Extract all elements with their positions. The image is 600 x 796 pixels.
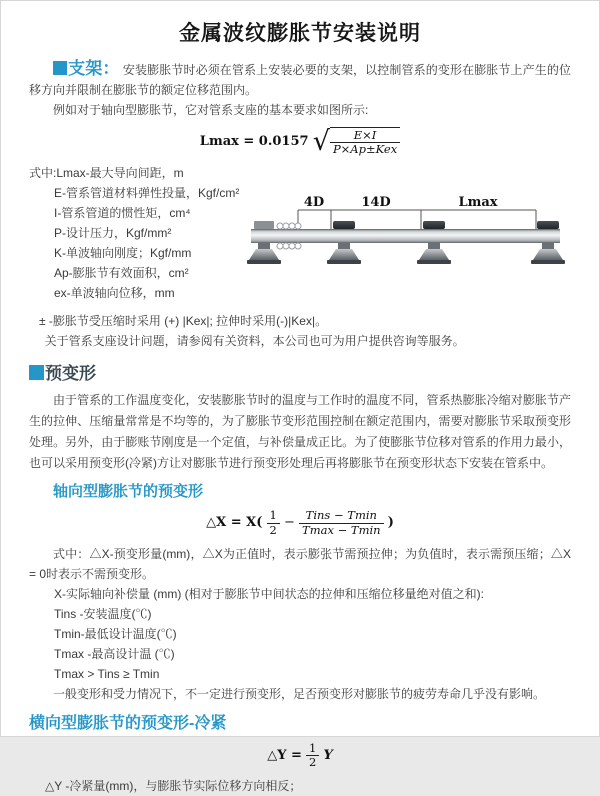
predeform-section-header — [29, 363, 571, 385]
dim-label-4d: 4D — [303, 195, 325, 211]
definition-line: E-管系管道材料弹性投量，Kgf/cm² — [54, 186, 240, 201]
definition-line: Ap-膨胀节有效面积，cm² — [54, 266, 189, 281]
minus-operator: − — [284, 515, 295, 531]
pipe-support-diagram — [244, 193, 598, 293]
lateral-note: △Y -冷紧量(mm)，与膨胀节实际位移方向相反； — [45, 779, 302, 794]
definition-line: K-单波轴向刚度；Kgf/mm — [54, 246, 192, 261]
temperature-definition-line: Tins -安装温度(℃) — [54, 606, 152, 621]
section-marker-square-icon — [29, 365, 44, 380]
lmax-formula-fraction: $\frac{E\times I}{\text{P×Ap±Kex}}$ — [330, 129, 400, 156]
support-example-line: 例如对于轴向型膨胀节，它对管系支座的基本要求如图所示: — [53, 103, 369, 117]
symbol-definitions-block — [29, 163, 571, 311]
axial-formula-close: ) — [387, 515, 394, 531]
support-intro-paragraph — [29, 59, 571, 100]
support-section-heading: 支架： — [68, 59, 120, 78]
lmax-formula — [29, 127, 571, 156]
definition-line: P-设计压力，Kgf/mm² — [54, 226, 172, 241]
pipe — [251, 229, 560, 243]
support-intro-text: 安装膨胀节时必须在管系上安装必要的支架，以控制管系的变形在膨胀节上产生的位移方向并限制在膨胀节的额定位移范围内。 — [29, 63, 571, 97]
section-marker-square-icon — [53, 61, 67, 75]
predeform-body-paragraph: 由于管系的工作温度变化，安装膨胀节时的温度与工作时的温度不同，管系热膨胀冷缩对膨胀节产生的拉伸、压缩量常常是不均等的，为了膨胀节变形范围控制在额定范围内，需要对膨胀节采取预变形处理。另外，由于膨账节刚度是一个定值，与补偿量成正比。为了使膨胀节位移对管系的作用力最小，也可以采用预变形(冷紧)方让对膨胀节进行预变形处理后再将膨胀节在预变形状态下安装在管系中。 — [29, 393, 571, 471]
lateral-formula — [29, 742, 571, 769]
axial-predeform-heading: 轴向型膨胀节的预变形 — [53, 483, 204, 501]
temperature-definition-line: Tmin-最低设计温度(℃) — [54, 626, 177, 641]
axial-note1: 式中：△X-预变形量(mm)，△X为正值时，表示膨张节需预拉伸；为负值时，表示需预压缩；△X = 0时表示不需预变形。 — [29, 546, 571, 581]
axial-note2: 一般变形和受力情况下，不一定进行预变形，足否预变形对膨胀节的疲劳寿命几乎没有影响。 — [53, 686, 546, 701]
definition-line: ex-单波轴向位移，mm — [54, 286, 175, 301]
radical-sign: √ — [312, 126, 330, 158]
lateral-formula-lhs: △Y = — [267, 748, 302, 764]
dim-label-lmax: Lmax — [458, 195, 498, 211]
temperature-definition-line: Tmax -最高设计温 (℃) — [54, 646, 175, 661]
lateral-predeform-heading: 横向型膨胀节的预变形-冷紧 — [29, 714, 227, 732]
axial-formula — [29, 509, 571, 536]
axial-formula-lhs: △X = X( — [206, 515, 263, 531]
consult-note: 关于管系支座设计问题，请参阅有关资料，本公司也可为用户提供咨询等服务。 — [44, 334, 465, 349]
one-half-fraction: $\frac{1}{2}$ — [306, 742, 319, 769]
plus-minus-note: ± -膨胀节受压缩时采用 (+) |Kex|; 拉伸时采用(-)|Kex|。 — [39, 314, 328, 329]
definition-line: I-管系管道的惯性矩，cm⁴ — [54, 206, 191, 221]
lmax-formula-lhs: Lmax = 0.0157 — [199, 134, 309, 150]
temperature-inequality-line: Tmax > Tins ≥ Tmin — [54, 666, 160, 681]
temperature-fraction: $\frac{\text{Tins − Tmin}}{Tmax - Tmin}$ — [299, 509, 384, 536]
dim-label-14d: 14D — [361, 195, 391, 211]
x-definition-line: X-实际轴向补偿量 (mm) (相对于膨胀节中间状态的拉伸和压缩位移量绝对值之和): — [54, 586, 484, 601]
lateral-formula-rhs: Y — [323, 748, 333, 764]
predeform-heading-text: 预变形 — [45, 364, 96, 384]
one-half-fraction: $\frac{1}{2}$ — [267, 509, 280, 536]
page-title: 金属波纹膨胀节安装说明 — [179, 22, 421, 45]
definition-line: 式中:Lmax-最大导向间距，m — [29, 166, 184, 181]
